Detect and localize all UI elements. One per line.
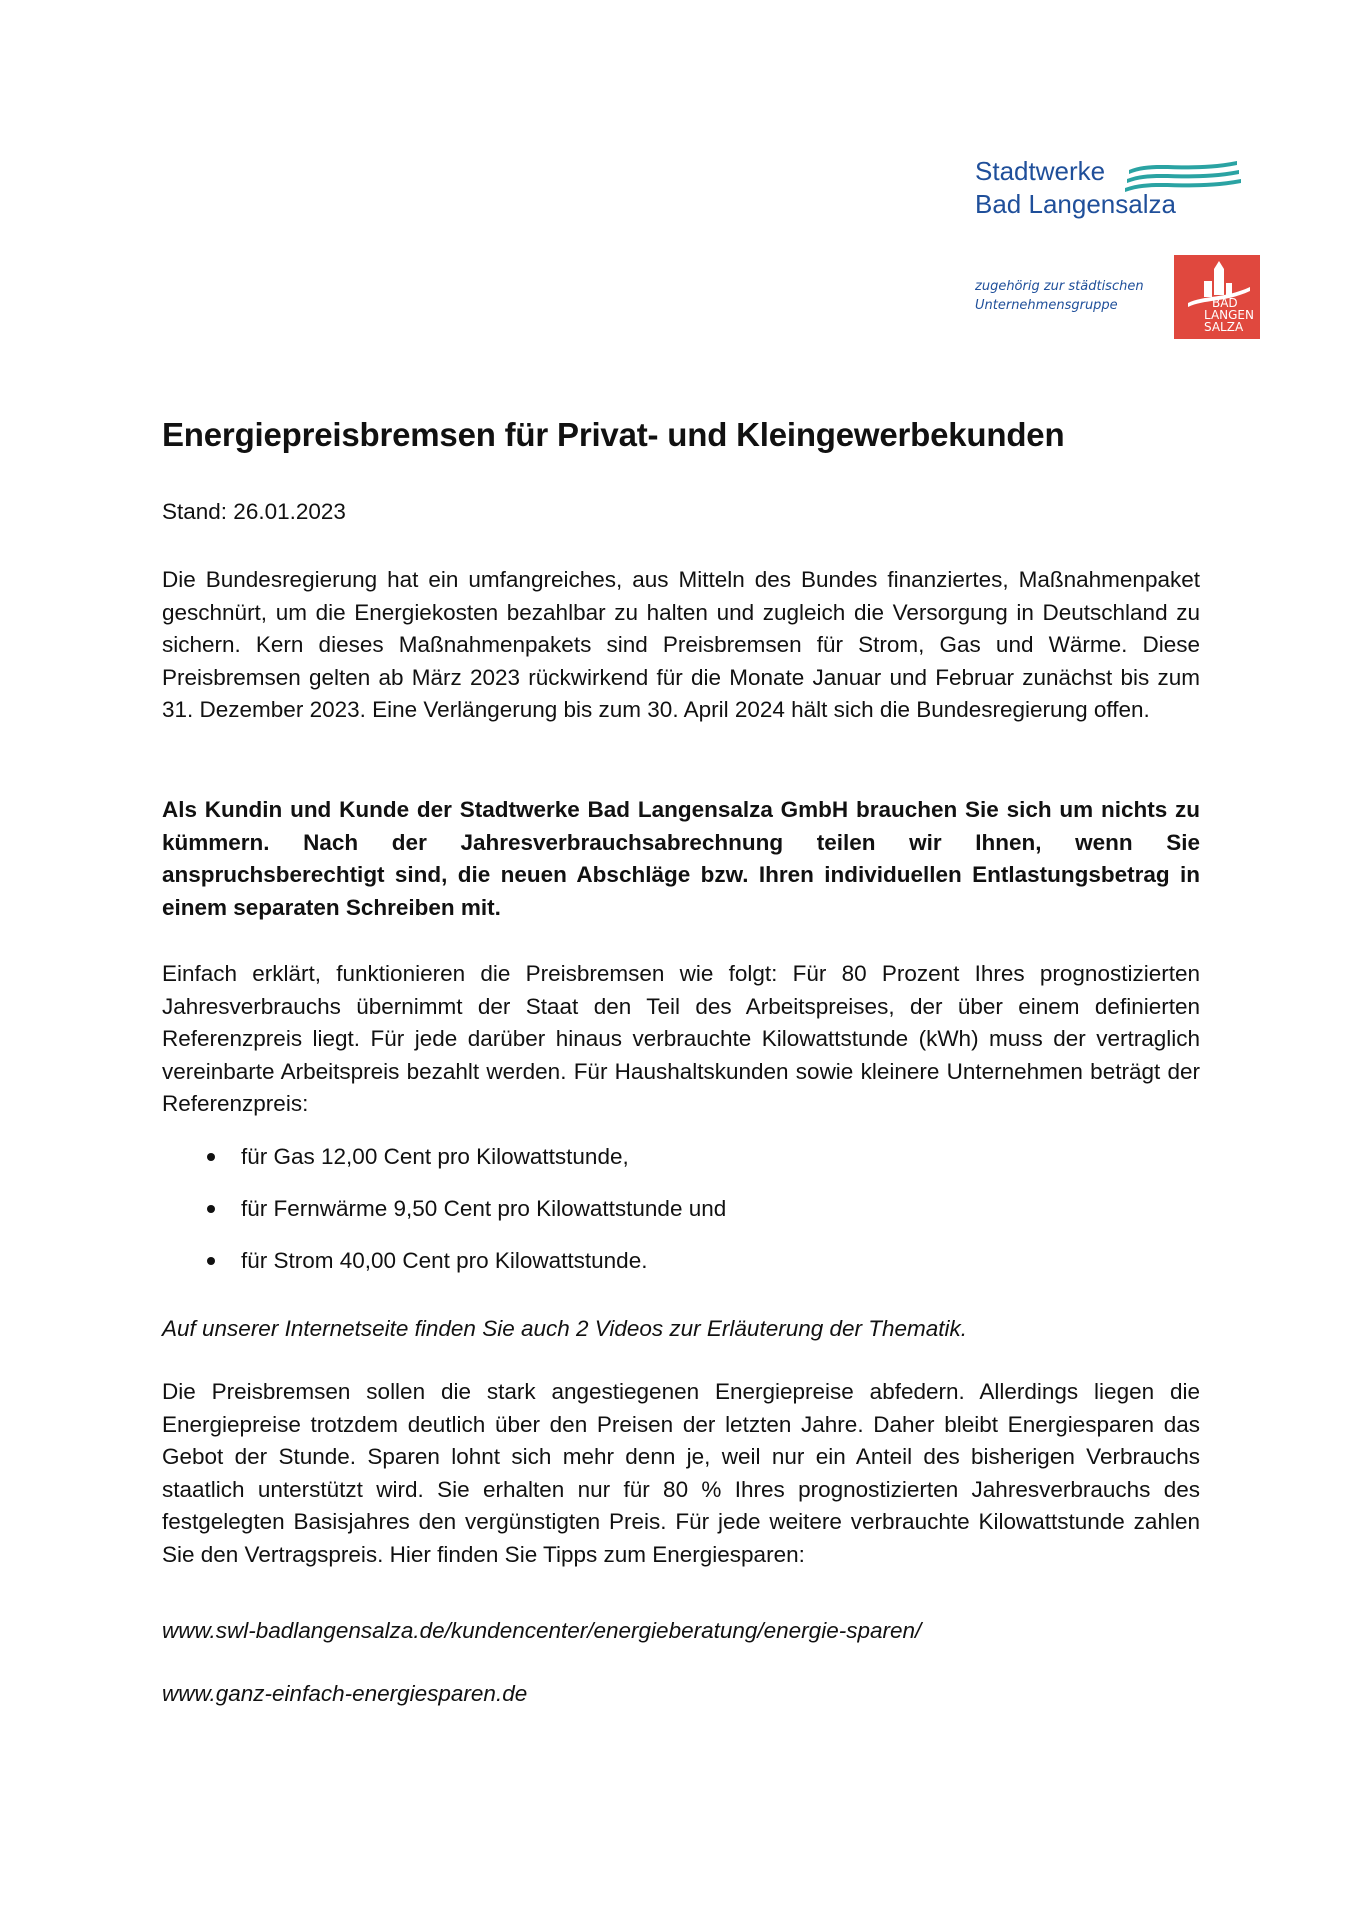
city-logo-text (1204, 297, 1254, 333)
paragraph-energy-saving: Die Preisbremsen sollen die stark angestiegenen Energiepreise abfedern. Allerdings liegen die Energiepreise trotzdem deutlich über den Preisen der letzten Jahre. Daher bleibt Energiesparen das Gebot der Stunde. Sparen lohnt sich mehr denn je, weil nur ein Anteil des bisherigen Verbrauchs staatlich unterstützt wird. Sie erhalten nur für 80 % Ihres prognostizierten Jahresverbrauchs des festgelegten Basisjahres den vergünstigten Preis. Für jede weitere verbrauchte Kilowattstunde zahlen Sie den Vertragspreis. Hier finden Sie Tipps zum Energiesparen: (162, 1379, 1200, 1567)
bullet-icon (207, 1257, 215, 1265)
paragraph-intro: Die Bundesregierung hat ein umfangreiches, aus Mitteln des Bundes finanziertes, Maßnahmenpaket geschnürt, um die Energiekosten bezahlbar zu halten und zugleich die Versorgung in Deutschland zu sichern. Kern dieses Maßnahmenpakets sind Preisbremsen für Strom, Gas und Wärme. Diese Preisbremsen gelten ab März 2023 rückwirkend für die Monate Januar und Februar zunächst bis zum 31. Dezember 2023. Eine Verlängerung bis zum 30. April 2024 hält sich die Bundesregierung offen. (162, 567, 1200, 722)
brand-line-2: Bad Langensalza (975, 189, 1176, 219)
header-logos (975, 155, 1275, 355)
page-title: Energiepreisbremsen für Privat- und Kleingewerbekunden (162, 416, 1065, 453)
bullet-icon (207, 1153, 215, 1161)
city-logo-line-1: BAD (1211, 296, 1238, 310)
stand-date: Stand: 26.01.2023 (162, 499, 346, 524)
list-item (205, 1245, 726, 1297)
list-item (205, 1193, 726, 1245)
bullet-icon (207, 1205, 215, 1213)
brand-line-1: Stadtwerke (975, 156, 1106, 186)
video-note: Auf unserer Internetseite finden Sie auch 2 Videos zur Erläuterung der Thematik. (162, 1316, 968, 1341)
link-swl-energy-saving[interactable]: www.swl-badlangensalza.de/kundencenter/energieberatung/energie-sparen/ (162, 1618, 922, 1643)
list-item-text: für Gas 12,00 Cent pro Kilowattstunde, (241, 1144, 629, 1169)
city-logo (1174, 255, 1260, 339)
paragraph-explanation: Einfach erklärt, funktionieren die Preisbremsen wie folgt: Für 80 Prozent Ihres prognostizierten Jahresverbrauchs übernimmt der Staat den Teil des Arbeitspreises, der über einem definierten Referenzpreis liegt. Für jede darüber hinaus verbrauchte Kilowattstunde (kWh) muss der vertraglich vereinbarte Arbeitspreis bezahlt werden. Für Haushaltskunden sowie kleinere Unternehmen beträgt der Referenzpreis: (162, 961, 1200, 1116)
link-ganz-einfach-energiesparen[interactable]: www.ganz-einfach-energiesparen.de (162, 1681, 528, 1706)
city-logo-line-3: SALZA (1203, 320, 1244, 334)
stadtwerke-logo (975, 155, 1176, 221)
list-item (205, 1141, 726, 1193)
list-item-text: für Strom 40,00 Cent pro Kilowattstunde. (241, 1248, 648, 1273)
tagline (975, 277, 1144, 315)
tagline-line-1: zugehörig zur städtischen (975, 279, 1144, 294)
city-logo-line-2: LANGEN (1203, 308, 1254, 322)
list-item-text: für Fernwärme 9,50 Cent pro Kilowattstunde und (241, 1196, 727, 1221)
tagline-line-2: Unternehmensgruppe (975, 298, 1118, 313)
reference-price-list (205, 1141, 726, 1297)
paragraph-customer-notice: Als Kundin und Kunde der Stadtwerke Bad Langensalza GmbH brauchen Sie sich um nichts zu kümmern. Nach der Jahresverbrauchsabrechnung teilen wir Ihnen, wenn Sie anspruchsberechtigt sind, die neuen Abschläge bzw. Ihren individuellen Entlastungsbetrag in einem separaten Schreiben mit. (162, 797, 1200, 920)
